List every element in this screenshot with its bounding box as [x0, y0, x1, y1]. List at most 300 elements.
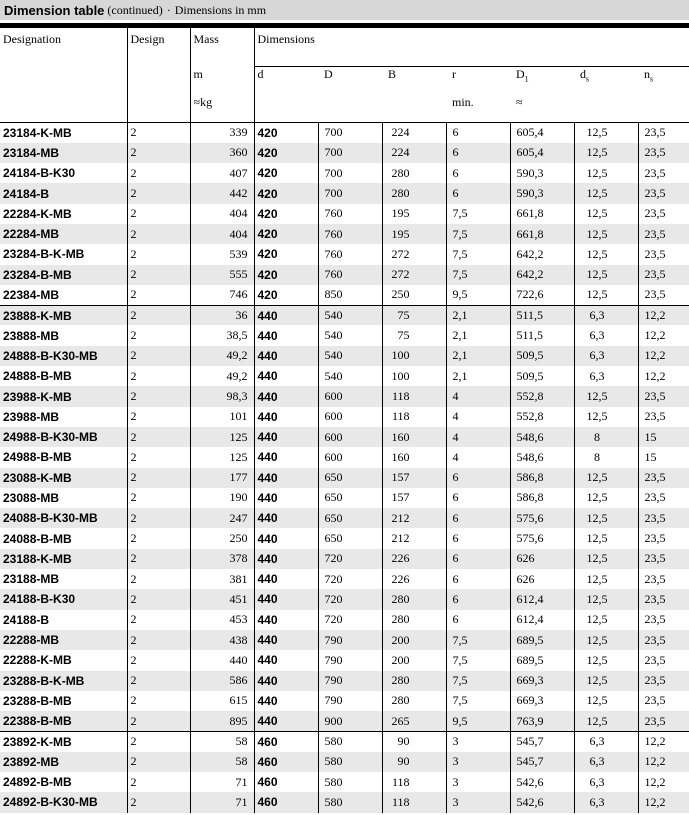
- cell-design: 2: [127, 488, 190, 508]
- cell-ds: 12,5: [574, 671, 638, 691]
- cell-D1: 626: [510, 569, 574, 589]
- cell-B: 280: [382, 610, 446, 630]
- cell-ds: 12,5: [574, 508, 638, 528]
- cell-design: 2: [127, 346, 190, 366]
- cell-ds: 6,3: [574, 305, 638, 325]
- table-row: [0, 711, 689, 731]
- cell-B: 272: [382, 265, 446, 285]
- cell-mass: 339: [190, 123, 254, 143]
- cell-ns: 23,5: [638, 163, 689, 183]
- header-dimensions: Dimensions: [254, 28, 689, 67]
- cell-d: 440: [254, 447, 318, 467]
- cell-D: 850: [318, 285, 382, 305]
- cell-design: 2: [127, 143, 190, 163]
- cell-design: 2: [127, 528, 190, 548]
- cell-design: 2: [127, 711, 190, 731]
- cell-ds: 12,5: [574, 630, 638, 650]
- cell-design: 2: [127, 265, 190, 285]
- cell-mass: 404: [190, 224, 254, 244]
- cell-r: 7,5: [446, 204, 510, 224]
- title-unit-note: Dimensions in mm: [174, 2, 267, 17]
- cell-D: 760: [318, 265, 382, 285]
- cell-D1: 542,6: [510, 772, 574, 792]
- cell-ns: 12,2: [638, 792, 689, 812]
- cell-B: 118: [382, 407, 446, 427]
- cell-ns: 23,5: [638, 630, 689, 650]
- table-row: [0, 325, 689, 345]
- cell-ds: 12,5: [574, 691, 638, 711]
- cell-designation: 22388-B-MB: [0, 711, 127, 731]
- cell-r: 6: [446, 488, 510, 508]
- table-row: [0, 488, 689, 508]
- cell-D1: 661,8: [510, 204, 574, 224]
- cell-ns: 23,5: [638, 265, 689, 285]
- cell-d: 440: [254, 386, 318, 406]
- cell-mass: 250: [190, 528, 254, 548]
- header-mass: Mass: [190, 28, 254, 67]
- cell-designation: 23184-MB: [0, 143, 127, 163]
- cell-design: 2: [127, 224, 190, 244]
- cell-designation: 23184-K-MB: [3, 125, 72, 140]
- table-row: [0, 386, 689, 406]
- cell-r: 6: [446, 183, 510, 203]
- table-row: [0, 752, 689, 772]
- table-row: [0, 407, 689, 427]
- cell-designation: 24892-B-MB: [3, 775, 72, 790]
- cell-d: 420: [254, 183, 318, 203]
- cell-B: 226: [382, 569, 446, 589]
- cell-designation: 24184-B-K30: [3, 166, 76, 181]
- cell-D1: 511,5: [510, 325, 574, 345]
- header-D1: $D_1$: [510, 67, 574, 90]
- cell-designation: 24988-B-MB: [3, 450, 72, 465]
- cell-D: 790: [318, 671, 382, 691]
- cell-design: 2: [127, 468, 190, 488]
- cell-mass: 125: [190, 427, 254, 447]
- cell-designation: 24184-B: [0, 183, 127, 203]
- cell-ds: 12,5: [574, 285, 638, 305]
- cell-ns: 23,5: [638, 569, 689, 589]
- cell-design: 2: [127, 407, 190, 427]
- cell-ns: 23,5: [638, 143, 689, 163]
- cell-design: 2: [127, 752, 190, 772]
- cell-ds: 12,5: [574, 569, 638, 589]
- cell-designation: 24188-B-K30: [0, 589, 127, 609]
- cell-design: 2: [127, 123, 190, 143]
- cell-B: 90: [382, 752, 446, 772]
- title-main: Dimension table: [4, 2, 105, 18]
- cell-D: 650: [318, 508, 382, 528]
- cell-D: 600: [318, 427, 382, 447]
- table-header: [0, 28, 689, 123]
- cell-ns: 23,5: [638, 528, 689, 548]
- cell-D1: 605,4: [510, 123, 574, 143]
- cell-mass: 58: [190, 731, 254, 751]
- cell-ns: 12,2: [638, 731, 689, 751]
- cell-design: 2: [127, 731, 190, 751]
- cell-ns: 12,2: [638, 366, 689, 386]
- header-designation: Designation: [0, 28, 127, 123]
- cell-D1: 552,8: [510, 407, 574, 427]
- cell-ns: 23,5: [638, 610, 689, 630]
- cell-ds: 12,5: [574, 589, 638, 609]
- cell-ns: 23,5: [638, 650, 689, 670]
- table-row: [0, 508, 689, 528]
- cell-design: 2: [127, 589, 190, 609]
- cell-ns: 12,2: [638, 325, 689, 345]
- cell-r: 2,1: [446, 325, 510, 345]
- cell-B: 280: [382, 691, 446, 711]
- cell-r: 9,5: [446, 285, 510, 305]
- cell-design: 2: [127, 792, 190, 812]
- cell-designation: 23888-MB: [3, 328, 60, 343]
- cell-design: 2: [127, 183, 190, 203]
- cell-D1: 605,4: [510, 143, 574, 163]
- cell-ds: 12,5: [574, 650, 638, 670]
- cell-mass: 177: [190, 468, 254, 488]
- cell-design: 2: [127, 386, 190, 406]
- cell-mass: 895: [190, 711, 254, 731]
- cell-ds: 12,5: [574, 488, 638, 508]
- cell-mass: 360: [190, 143, 254, 163]
- cell-ds: 12,5: [574, 224, 638, 244]
- cell-d: 420: [254, 143, 318, 163]
- cell-B: 195: [382, 204, 446, 224]
- cell-r: 7,5: [446, 265, 510, 285]
- cell-D1: 661,8: [510, 224, 574, 244]
- cell-ds: 6,3: [574, 792, 638, 812]
- cell-D1: 642,2: [510, 244, 574, 264]
- cell-D1: 763,9: [510, 711, 574, 731]
- cell-mass: 49,2: [190, 346, 254, 366]
- header-d: d: [254, 67, 318, 90]
- cell-D1: 548,6: [510, 427, 574, 447]
- cell-ds: 6,3: [574, 772, 638, 792]
- cell-ds: 6,3: [574, 366, 638, 386]
- cell-D1: 575,6: [510, 508, 574, 528]
- cell-D1: 509,5: [510, 366, 574, 386]
- cell-ds: 6,3: [574, 752, 638, 772]
- cell-design: 2: [127, 549, 190, 569]
- cell-r: 4: [446, 386, 510, 406]
- cell-d: 440: [254, 691, 318, 711]
- cell-design: 2: [127, 691, 190, 711]
- cell-ns: 23,5: [638, 386, 689, 406]
- cell-ds: 12,5: [574, 528, 638, 548]
- cell-d: 440: [254, 549, 318, 569]
- cell-designation: 22384-MB: [3, 287, 60, 302]
- cell-design: 2: [127, 244, 190, 264]
- cell-design: 2: [127, 305, 190, 325]
- cell-r: 7,5: [446, 691, 510, 711]
- cell-B: 118: [382, 792, 446, 812]
- cell-design: 2: [127, 366, 190, 386]
- cell-designation: 22284-K-MB: [3, 206, 72, 221]
- header-ds: $d_s$: [574, 67, 638, 90]
- cell-design: 2: [127, 285, 190, 305]
- cell-D1: 590,3: [510, 183, 574, 203]
- cell-D1: 612,4: [510, 589, 574, 609]
- cell-ns: 23,5: [638, 508, 689, 528]
- cell-D1: 511,5: [510, 305, 574, 325]
- cell-mass: 58: [190, 752, 254, 772]
- cell-d: 440: [254, 508, 318, 528]
- cell-D: 580: [318, 772, 382, 792]
- cell-D1: 545,7: [510, 731, 574, 751]
- cell-D: 650: [318, 528, 382, 548]
- cell-B: 90: [382, 731, 446, 751]
- cell-r: 6: [446, 610, 510, 630]
- cell-designation: 23288-B-MB: [3, 693, 72, 708]
- cell-r: 3: [446, 752, 510, 772]
- cell-design: 2: [127, 650, 190, 670]
- cell-ns: 23,5: [638, 549, 689, 569]
- cell-ds: 8: [574, 427, 638, 447]
- header-ns: $n_s$: [638, 67, 689, 90]
- header-D: D: [318, 67, 382, 90]
- cell-designation: 23892-MB: [0, 752, 127, 772]
- cell-B: 118: [382, 386, 446, 406]
- table-row: [0, 610, 689, 630]
- cell-ns: 23,5: [638, 224, 689, 244]
- cell-D: 720: [318, 610, 382, 630]
- header-mass-symbol: m: [190, 67, 254, 90]
- cell-B: 200: [382, 650, 446, 670]
- cell-D1: 586,8: [510, 488, 574, 508]
- cell-design: 2: [127, 772, 190, 792]
- cell-D: 720: [318, 569, 382, 589]
- cell-r: 6: [446, 508, 510, 528]
- cell-D: 600: [318, 447, 382, 467]
- cell-mass: 404: [190, 204, 254, 224]
- cell-d: 460: [254, 792, 318, 812]
- cell-D1: 548,6: [510, 447, 574, 467]
- cell-B: 250: [382, 285, 446, 305]
- cell-D1: 689,5: [510, 650, 574, 670]
- cell-D: 540: [318, 366, 382, 386]
- cell-mass: 247: [190, 508, 254, 528]
- cell-B: 75: [382, 325, 446, 345]
- cell-mass: 555: [190, 265, 254, 285]
- table-row: [0, 569, 689, 589]
- table-body: [0, 123, 689, 813]
- cell-D: 790: [318, 691, 382, 711]
- cell-ns: 15: [638, 447, 689, 467]
- cell-ds: 12,5: [574, 163, 638, 183]
- cell-design: 2: [127, 508, 190, 528]
- cell-r: 2,1: [446, 305, 510, 325]
- cell-d: 440: [254, 407, 318, 427]
- cell-B: 157: [382, 468, 446, 488]
- cell-mass: 451: [190, 589, 254, 609]
- cell-design: 2: [127, 427, 190, 447]
- cell-D1: 722,6: [510, 285, 574, 305]
- cell-mass: 49,2: [190, 366, 254, 386]
- cell-ds: 12,5: [574, 265, 638, 285]
- cell-mass: 71: [190, 772, 254, 792]
- cell-ds: 12,5: [574, 711, 638, 731]
- cell-d: 440: [254, 589, 318, 609]
- title-separator: ·: [166, 2, 171, 17]
- cell-design: 2: [127, 447, 190, 467]
- table-row: [0, 346, 689, 366]
- cell-D1: 575,6: [510, 528, 574, 548]
- cell-B: 265: [382, 711, 446, 731]
- cell-mass: 407: [190, 163, 254, 183]
- table-row: [0, 792, 689, 812]
- cell-r: 4: [446, 407, 510, 427]
- cell-ds: 12,5: [574, 549, 638, 569]
- cell-ds: 12,5: [574, 468, 638, 488]
- cell-mass: 381: [190, 569, 254, 589]
- cell-d: 440: [254, 711, 318, 731]
- cell-D: 720: [318, 589, 382, 609]
- cell-D1: 612,4: [510, 610, 574, 630]
- cell-mass: 746: [190, 285, 254, 305]
- cell-mass: 438: [190, 630, 254, 650]
- cell-B: 224: [382, 143, 446, 163]
- cell-d: 440: [254, 305, 318, 325]
- cell-d: 440: [254, 610, 318, 630]
- cell-mass: 453: [190, 610, 254, 630]
- cell-design: 2: [127, 671, 190, 691]
- cell-r: 7,5: [446, 650, 510, 670]
- cell-D: 580: [318, 792, 382, 812]
- cell-ns: 23,5: [638, 589, 689, 609]
- cell-B: 200: [382, 630, 446, 650]
- cell-ds: 12,5: [574, 143, 638, 163]
- cell-d: 440: [254, 630, 318, 650]
- cell-r: 7,5: [446, 224, 510, 244]
- header-r: r: [446, 67, 510, 90]
- cell-r: 6: [446, 589, 510, 609]
- cell-mass: 442: [190, 183, 254, 203]
- cell-ds: 12,5: [574, 244, 638, 264]
- cell-B: 280: [382, 671, 446, 691]
- cell-ns: 23,5: [638, 183, 689, 203]
- cell-ns: 12,2: [638, 752, 689, 772]
- cell-ns: 12,2: [638, 305, 689, 325]
- cell-B: 160: [382, 447, 446, 467]
- cell-D: 540: [318, 346, 382, 366]
- cell-r: 3: [446, 792, 510, 812]
- cell-mass: 440: [190, 650, 254, 670]
- cell-D1: 626: [510, 549, 574, 569]
- cell-designation: 24088-B-MB: [3, 531, 72, 546]
- cell-d: 440: [254, 650, 318, 670]
- cell-ns: 23,5: [638, 123, 689, 143]
- cell-ns: 23,5: [638, 488, 689, 508]
- cell-designation: 23188-MB: [3, 572, 60, 587]
- cell-designation: 23284-B-K-MB: [3, 247, 85, 262]
- cell-mass: 71: [190, 792, 254, 812]
- cell-design: 2: [127, 325, 190, 345]
- cell-r: 7,5: [446, 244, 510, 264]
- cell-D: 760: [318, 224, 382, 244]
- table-row: [0, 630, 689, 650]
- cell-D: 600: [318, 407, 382, 427]
- cell-d: 460: [254, 752, 318, 772]
- cell-D: 540: [318, 305, 382, 325]
- cell-r: 6: [446, 123, 510, 143]
- cell-d: 460: [254, 731, 318, 751]
- cell-d: 440: [254, 488, 318, 508]
- table-row: [0, 447, 689, 467]
- cell-designation: 23988-K-MB: [0, 386, 127, 406]
- cell-designation: 23188-K-MB: [0, 549, 127, 569]
- cell-r: 7,5: [446, 671, 510, 691]
- table-row: [0, 671, 689, 691]
- cell-ns: 23,5: [638, 407, 689, 427]
- cell-D: 650: [318, 488, 382, 508]
- cell-B: 100: [382, 346, 446, 366]
- cell-B: 118: [382, 772, 446, 792]
- table-row: [0, 163, 689, 183]
- cell-d: 420: [254, 244, 318, 264]
- table-row: [0, 285, 689, 305]
- cell-ds: 6,3: [574, 731, 638, 751]
- header-B: B: [382, 67, 446, 90]
- cell-designation: 24188-B: [3, 612, 50, 627]
- cell-mass: 101: [190, 407, 254, 427]
- cell-D: 580: [318, 752, 382, 772]
- cell-d: 440: [254, 325, 318, 345]
- cell-d: 440: [254, 427, 318, 447]
- cell-D: 700: [318, 183, 382, 203]
- cell-B: 195: [382, 224, 446, 244]
- table-row: [0, 468, 689, 488]
- cell-D1: 669,3: [510, 671, 574, 691]
- table-row: [0, 305, 689, 325]
- cell-designation: 23988-MB: [3, 409, 60, 424]
- table-row: [0, 731, 689, 751]
- cell-r: 2,1: [446, 366, 510, 386]
- cell-mass: 539: [190, 244, 254, 264]
- cell-r: 6: [446, 569, 510, 589]
- cell-mass: 98,3: [190, 386, 254, 406]
- cell-B: 100: [382, 366, 446, 386]
- cell-design: 2: [127, 569, 190, 589]
- cell-designation: 24988-B-K30-MB: [0, 427, 127, 447]
- table-row: [0, 427, 689, 447]
- cell-designation: 24088-B-K30-MB: [0, 508, 127, 528]
- cell-r: 6: [446, 143, 510, 163]
- cell-designation: 22284-MB: [0, 224, 127, 244]
- cell-d: 420: [254, 163, 318, 183]
- cell-d: 440: [254, 528, 318, 548]
- cell-ns: 23,5: [638, 711, 689, 731]
- cell-ds: 8: [574, 447, 638, 467]
- cell-ns: 23,5: [638, 671, 689, 691]
- cell-D: 790: [318, 630, 382, 650]
- table-row: [0, 183, 689, 203]
- table-row: [0, 650, 689, 670]
- cell-designation: 23892-K-MB: [0, 731, 127, 751]
- header-r-note: min.: [446, 89, 510, 123]
- cell-r: 3: [446, 731, 510, 751]
- cell-designation: 22288-K-MB: [3, 653, 72, 668]
- cell-B: 160: [382, 427, 446, 447]
- table-row: [0, 143, 689, 163]
- cell-d: 420: [254, 265, 318, 285]
- cell-D: 900: [318, 711, 382, 731]
- cell-D: 760: [318, 204, 382, 224]
- cell-B: 226: [382, 549, 446, 569]
- cell-D1: 542,6: [510, 792, 574, 812]
- cell-mass: 586: [190, 671, 254, 691]
- cell-D1: 586,8: [510, 468, 574, 488]
- cell-r: 6: [446, 549, 510, 569]
